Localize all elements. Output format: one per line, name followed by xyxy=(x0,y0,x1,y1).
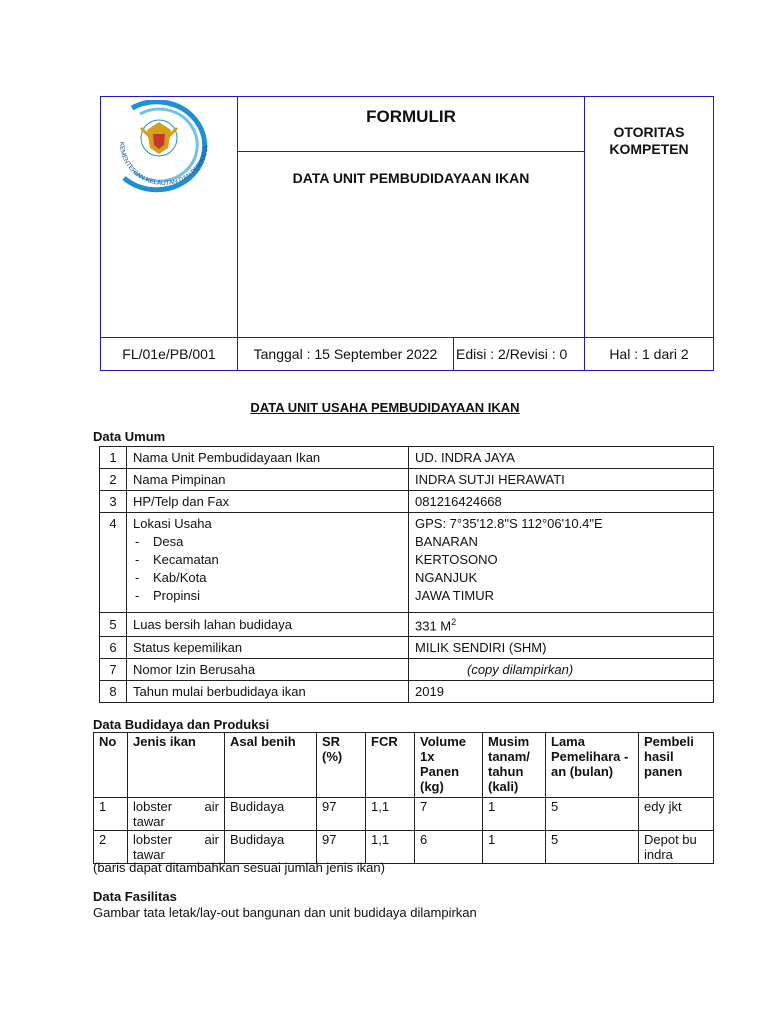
row-label: Luas bersih lahan budidaya xyxy=(127,613,409,637)
row-value-location xyxy=(409,513,714,613)
gps-value: GPS: 7°35'12.8"S 112°06'10.4"E xyxy=(415,516,603,531)
form-edition: Edisi : 2/Revisi : 0 xyxy=(456,346,568,362)
cell-lama: 5 xyxy=(546,831,639,864)
row-label: Tahun mulai berbudidaya ikan xyxy=(127,681,409,703)
table-row xyxy=(100,469,714,491)
cell-sr: 97 xyxy=(317,831,366,864)
table-row xyxy=(100,659,714,681)
section-title-general: Data Umum xyxy=(93,429,166,444)
column-header: Pembeli hasil panen xyxy=(639,733,714,798)
column-header: Asal benih xyxy=(225,733,317,798)
table-note: (baris dapat ditambahkan sesuai jumlah jenis ikan) xyxy=(93,860,385,875)
cell-fcr: 1,1 xyxy=(366,798,415,831)
column-header: Jenis ikan xyxy=(128,733,225,798)
cell-text: air xyxy=(204,832,219,847)
sub-label: Propinsi xyxy=(153,588,200,603)
cell-text: air xyxy=(204,799,219,814)
row-label: Nomor Izin Berusaha xyxy=(127,659,409,681)
table-row xyxy=(100,491,714,513)
cell-musim: 1 xyxy=(483,831,546,864)
row-label: Nama Pimpinan xyxy=(127,469,409,491)
document-title: DATA UNIT USAHA PEMBUDIDAYAAN IKAN xyxy=(250,400,520,415)
cell-asal: Budidaya xyxy=(225,831,317,864)
table-row xyxy=(94,831,714,864)
cell-text: edy jkt xyxy=(644,799,682,814)
cell-text: tawar xyxy=(133,847,165,862)
row-number: 4 xyxy=(100,513,127,613)
row-value: UD. INDRA JAYA xyxy=(409,447,714,469)
form-subtitle: DATA UNIT PEMBUDIDAYAAN IKAN xyxy=(292,170,530,186)
column-header: SR (%) xyxy=(317,733,366,798)
authority-line: KOMPETEN xyxy=(609,141,689,157)
sub-value: BANARAN xyxy=(415,534,478,549)
cell-no: 1 xyxy=(94,798,128,831)
row-value: INDRA SUTJI HERAWATI xyxy=(409,469,714,491)
row-label-location xyxy=(127,513,409,613)
form-date: Tanggal : 15 September 2022 xyxy=(253,346,438,362)
row-label: HP/Telp dan Fax xyxy=(127,491,409,513)
cell-no: 2 xyxy=(94,831,128,864)
cell-fcr: 1,1 xyxy=(366,831,415,864)
header-divider xyxy=(237,151,584,152)
form-label: FORMULIR xyxy=(366,107,456,126)
header-divider xyxy=(237,97,238,370)
sub-label: Desa xyxy=(153,534,184,549)
cell-asal: Budidaya xyxy=(225,798,317,831)
form-page: Hal : 1 dari 2 xyxy=(609,346,689,362)
row-number: 6 xyxy=(100,637,127,659)
sub-item: - Kecamatan xyxy=(135,552,219,567)
area-value: 331 M xyxy=(415,618,452,634)
row-value: 2019 xyxy=(409,681,714,703)
cell-text: lobster xyxy=(133,832,173,847)
logo-ring-text: KEMENTERIAN KELAUTAN DAN PERIKANA xyxy=(117,141,210,188)
column-header: Lama Pemelihara -an (bulan) xyxy=(546,733,639,798)
sub-value: NGANJUK xyxy=(415,570,478,585)
facilities-text: Gambar tata letak/lay-out bangunan dan unit budidaya dilampirkan xyxy=(93,905,477,920)
table-row-location xyxy=(100,513,714,613)
sub-item: - Kab/Kota xyxy=(135,570,207,585)
cell-musim: 1 xyxy=(483,798,546,831)
sub-item: - Desa xyxy=(135,534,184,549)
cell-jenis xyxy=(128,798,225,831)
row-number: 2 xyxy=(100,469,127,491)
sub-item: - Propinsi xyxy=(135,588,200,603)
row-number: 1 xyxy=(100,447,127,469)
cell-lama: 5 xyxy=(546,798,639,831)
row-number: 5 xyxy=(100,613,127,637)
production-table xyxy=(93,732,714,864)
location-label: Lokasi Usaha xyxy=(133,516,212,531)
form-code: FL/01e/PB/001 xyxy=(122,346,216,362)
section-title-production: Data Budidaya dan Produksi xyxy=(93,717,270,732)
authority-label xyxy=(585,121,713,161)
cell-text: indra xyxy=(644,847,673,862)
cell-sr: 97 xyxy=(317,798,366,831)
table-row xyxy=(100,613,714,637)
cell-text: tawar xyxy=(133,814,165,829)
row-label: Status kepemilikan xyxy=(127,637,409,659)
row-value: 081216424668 xyxy=(409,491,714,513)
table-row xyxy=(94,798,714,831)
table-header-row xyxy=(94,733,714,798)
sub-label: Kab/Kota xyxy=(153,570,207,585)
kkp-logo xyxy=(104,100,232,200)
column-header: Volume 1x Panen (kg) xyxy=(415,733,483,798)
cell-volume: 7 xyxy=(415,798,483,831)
cell-pembeli xyxy=(639,798,714,831)
permit-note: (copy dilampirkan) xyxy=(467,661,574,677)
column-header: Musim tanam/ tahun (kali) xyxy=(483,733,546,798)
sub-value: KERTOSONO xyxy=(415,552,498,567)
row-value xyxy=(409,659,714,681)
table-row xyxy=(100,637,714,659)
sub-value: JAWA TIMUR xyxy=(415,588,494,603)
table-row xyxy=(100,681,714,703)
row-number: 3 xyxy=(100,491,127,513)
authority-line: OTORITAS xyxy=(613,124,685,140)
row-number: 8 xyxy=(100,681,127,703)
general-data-table xyxy=(99,446,714,703)
cell-volume: 6 xyxy=(415,831,483,864)
column-header: No xyxy=(94,733,128,798)
table-row xyxy=(100,447,714,469)
area-unit-exponent: 2 xyxy=(451,617,457,628)
kkp-emblem-icon xyxy=(104,100,232,200)
row-label: Nama Unit Pembudidayaan Ikan xyxy=(127,447,409,469)
cell-text: Depot bu xyxy=(644,832,697,847)
cell-pembeli xyxy=(639,831,714,864)
row-value-area xyxy=(409,613,714,637)
cell-text: lobster xyxy=(133,799,173,814)
cell-jenis xyxy=(128,831,225,864)
section-title-facilities: Data Fasilitas xyxy=(93,889,177,904)
row-value: MILIK SENDIRI (SHM) xyxy=(409,637,714,659)
column-header: FCR xyxy=(366,733,415,798)
sub-label: Kecamatan xyxy=(153,552,219,567)
row-number: 7 xyxy=(100,659,127,681)
